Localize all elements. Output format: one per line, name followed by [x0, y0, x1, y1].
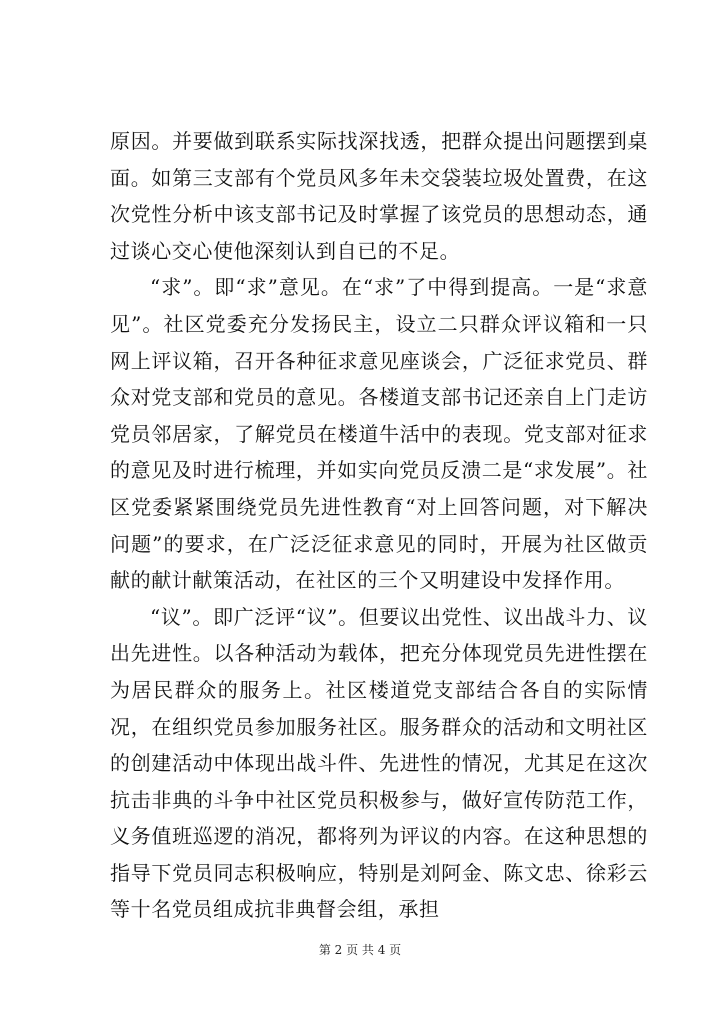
paragraph-1: 原因。并要做到联系实际找深找透，把群众提出问题摆到桌面。如第三支部有个党员风多年未交袋装垃圾处置费，在这次党性分析中该支部书记及时掌握了该党员的思想动态，通过谈心交心使他深刻认到自已的不足。: [110, 129, 648, 263]
page-footer: 第 2 页 共 4 页: [318, 943, 402, 957]
document-body: [110, 123, 648, 928]
paragraph-2: “求”。即“求”意见。在“求”了中得到提高。一是“求意见”。社区党委充分发扬民主，设立二只群众评议箱和一只网上评议箱，召开各种征求意见座谈会，广泛征求党员、群众对党支部和党员的意见。各楼道支部书记还亲自上门走访党员邻居家，了解党员在楼道牛活中的表现。党支部对征求的意见及时进行梳理，并如实向党员反溃二是“求发展”。社区党委紧紧围绕党员先进性教育“对上回答问题，对下解决问题”的要求，在广泛泛征求意见的同时，开展为社区做贡献的献计献策活动，在社区的三个又明建设中发择作用。: [110, 275, 648, 593]
paragraph-3: “议”。即广泛评“议”。但要议出党性、议出战斗力、议出先进性。以各种活动为载体，把充分体现党员先进性摆在为居民群众的服务上。社区楼道党支部结合各自的实际情况，在组织党员参加服务社区。服务群众的活动和文明社区的创建活动中体现出战斗件、先进性的情况，尤其足在这次抗击非典的斗争中社区党员积极参与，做好宣传防范工作，义务值班巡逻的消况，都将列为评议的内容。在这种思想的指导下党员同志积极响应，特别是刘阿金、陈文忠、徐彩云等十名党员组成抗非典督会组，承担: [110, 604, 648, 922]
